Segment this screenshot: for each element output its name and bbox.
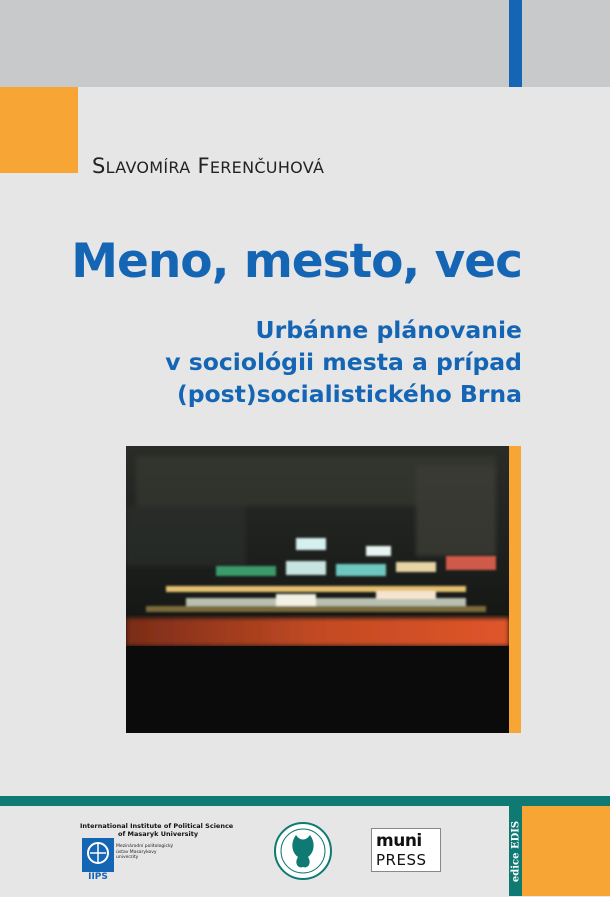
photo-orange-strip — [509, 446, 521, 733]
orange-accent-square — [0, 87, 78, 173]
subtitle-line: (post)socialistického Brna — [176, 380, 522, 408]
blue-accent-bar — [509, 0, 522, 87]
iips-subtitle: Mezinárodní politologický ústav Masarykovy univerzity — [116, 844, 174, 860]
edition-label: edice EDIS — [510, 820, 522, 883]
subtitle-line: v sociológii mesta a prípad — [165, 348, 522, 376]
book-subtitle — [165, 314, 522, 410]
muni-text: muni — [376, 831, 422, 851]
iips-name: International Institute of Political Science of Masaryk University — [80, 822, 234, 838]
muni-press-logo — [371, 828, 441, 872]
edition-strip — [509, 806, 522, 896]
iips-logo-icon — [82, 838, 114, 872]
author-name: SLAVOMÍRA FERENČUHOVÁ — [92, 154, 325, 178]
book-title: Meno, mesto, vec — [71, 234, 522, 289]
university-seal-icon — [272, 821, 334, 881]
iips-label: IIPS — [88, 872, 108, 882]
press-text: PRESS — [376, 851, 427, 869]
teal-divider — [0, 796, 610, 806]
cover-photo — [126, 446, 509, 733]
subtitle-line: Urbánne plánovanie — [255, 316, 522, 344]
bottom-orange-block — [522, 806, 610, 896]
